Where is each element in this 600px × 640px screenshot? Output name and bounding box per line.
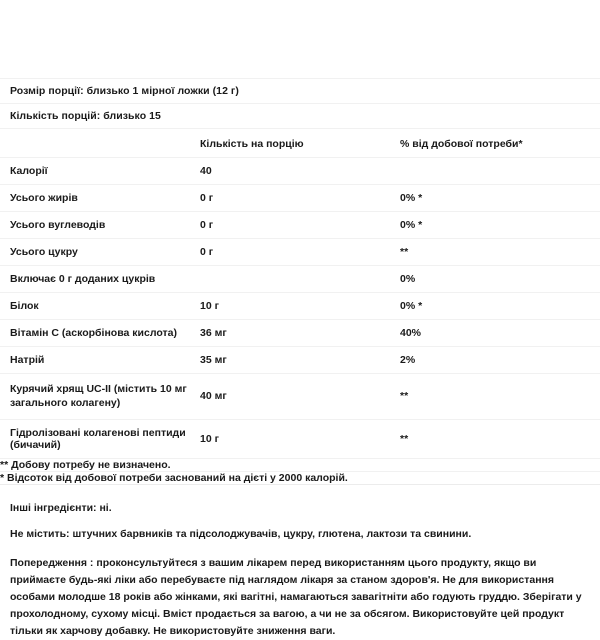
nutrient-dv: **: [400, 432, 409, 445]
other-ingredients-text: Інші інгредієнти: ні.: [10, 501, 112, 514]
table-row: [0, 185, 600, 212]
nutrient-amount: 36 мг: [200, 327, 227, 339]
nutrient-name: [0, 374, 200, 420]
footnote-text: ** Добову потребу не визначено.: [0, 458, 171, 471]
nutrient-name-line-2: загального колагену): [10, 397, 121, 410]
footnote-row-percent-daily-value: [0, 471, 600, 484]
nutrient-name: Усього цукру: [10, 246, 78, 258]
nutrient-dv: 0% *: [400, 192, 423, 204]
nutrient-dv: **: [400, 390, 409, 403]
nutrient-amount: 10 г: [200, 432, 219, 445]
nutrient-amount: [200, 266, 400, 293]
footnote-row-daily-value-not-established: [0, 458, 600, 471]
table-row: [0, 239, 600, 266]
free-from-text: Не містить: штучних барвників та підсолоджувачів, цукру, глютена, лактози та свинини.: [10, 527, 472, 540]
nutrient-name: Гідролізовані колагенові пептиди (бичачий): [10, 426, 186, 451]
nutrient-name: Вітамін C (аскорбінова кислота): [10, 327, 177, 339]
nutrient-amount: 10 г: [200, 300, 219, 312]
nutrient-name: Калорії: [10, 165, 48, 177]
notes-block: [0, 485, 600, 540]
serving-size-row: [0, 79, 600, 104]
nutrient-dv: 2%: [400, 354, 416, 366]
nutrient-name: Білок: [10, 300, 39, 312]
nutrient-dv: [400, 158, 600, 185]
warning-text: Попередження : проконсультуйтеся з вашим лікарем перед використанням цього продукту, якщо ви приймаєте будь-які ліки або перебуваєте під наглядом лікаря за станом здоров'я. Не для використання особами молодше 18 років або жінками, які вагітні, намагаються завагітніти або годують груддю. Зберігати у прохолодному, сухому місці. Вміст продається за вагою, а чи не за обсягом. Використовуйте цей продукт тільки як харчову добавку. Не використовуйте зниження ваги.: [10, 556, 582, 637]
table-row: [0, 374, 600, 420]
nutrient-amount: 40: [200, 165, 212, 177]
table-header-row: [0, 129, 600, 158]
header-nutrient: [0, 129, 200, 158]
nutrient-dv: 0% *: [400, 219, 423, 231]
nutrient-dv: 0% *: [400, 300, 423, 312]
serving-size-text: Розмір порції: близько 1 мірної ложки (12 г): [10, 85, 239, 97]
nutrient-amount: 35 мг: [200, 354, 227, 366]
table-row: [0, 212, 600, 239]
servings-per-container-text: Кількість порцій: близько 15: [10, 110, 161, 122]
table-row: [0, 266, 600, 293]
nutrient-name: Усього вуглеводів: [10, 219, 106, 231]
nutrient-amount: 0 г: [200, 246, 214, 258]
table-row: [0, 320, 600, 347]
table-row: [0, 293, 600, 320]
nutrient-name: Усього жирів: [10, 192, 78, 204]
table-row: [0, 419, 600, 458]
footnote-text: * Відсоток від добової потреби заснований на дієті у 2000 калорій.: [0, 471, 348, 484]
nutrient-name: Натрій: [10, 354, 45, 366]
header-amount-per-serving: Кількість на порцію: [200, 138, 304, 150]
top-spacer: [0, 0, 600, 78]
table-row: [0, 347, 600, 374]
nutrient-dv: 0%: [400, 273, 416, 285]
supplement-facts-table: [0, 78, 600, 485]
nutrient-amount: 40 мг: [200, 390, 227, 403]
header-percent-daily-value: % від добової потреби*: [400, 138, 523, 150]
servings-per-container-row: [0, 104, 600, 129]
nutrient-dv: **: [400, 246, 409, 258]
nutrient-name: Включає 0 г доданих цукрів: [10, 273, 156, 285]
nutrient-amount: 0 г: [200, 219, 214, 231]
table-row: [0, 158, 600, 185]
nutrient-name-line-1: Курячий хрящ UC-II (містить 10 мг: [10, 383, 187, 395]
nutrient-dv: 40%: [400, 327, 422, 339]
nutrient-amount: 0 г: [200, 192, 214, 204]
